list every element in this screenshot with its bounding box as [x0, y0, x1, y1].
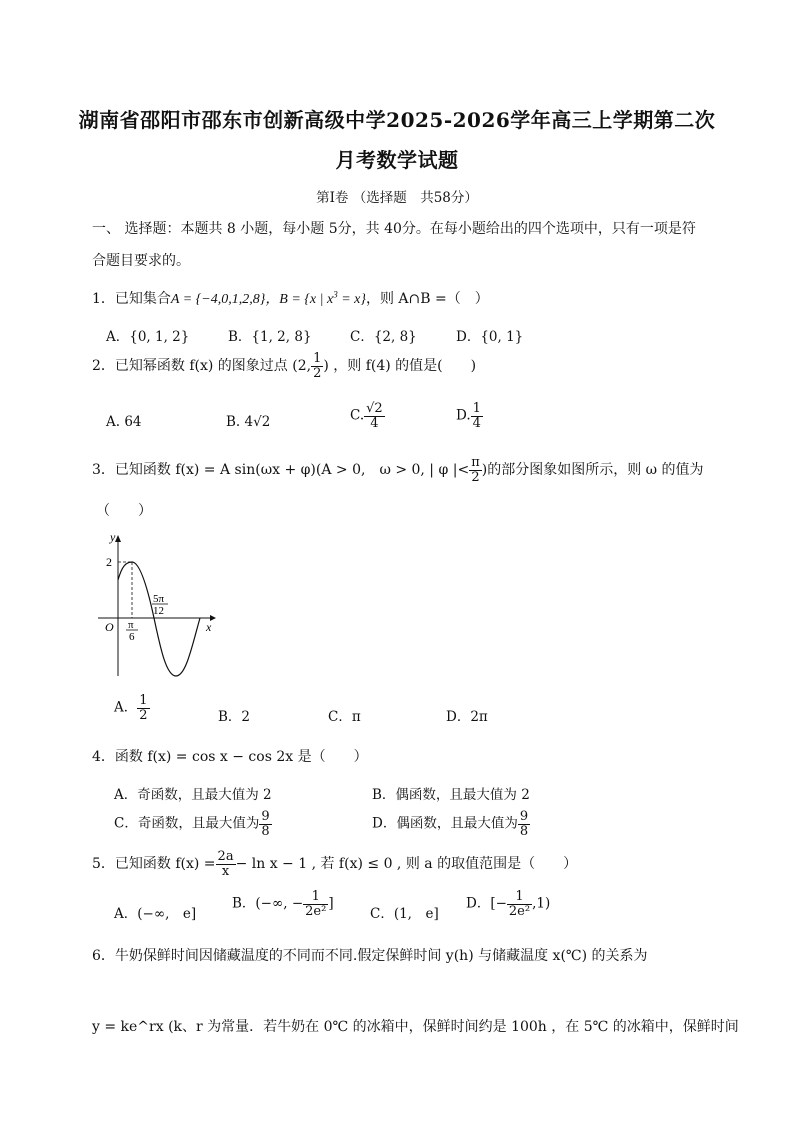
origin-label: O [105, 620, 114, 634]
section-heading: 第Ⅰ卷 （选择题 共58分） [316, 190, 478, 206]
q5-option-d-end: ,1) [532, 895, 551, 912]
q2-text2: ) ，则 f(4) 的值是( ) [323, 358, 477, 375]
q4-option-a: A．奇函数，且最大值为 2 [114, 787, 272, 803]
q3-option-a-label: A． [114, 699, 138, 716]
q2-frac-den: 2 [313, 365, 322, 381]
q3-option-a-den: 2 [139, 707, 148, 723]
q5-option-b-num: 1 [303, 890, 328, 905]
q5-option-d-den: 2e² [508, 903, 531, 919]
y-axis-arrow-icon [115, 535, 121, 542]
q2-option-c-den: 4 [370, 415, 379, 431]
instructions-line2: 合题目要求的。 [92, 253, 190, 269]
q1-ask: ，则 A∩B =（ ） [365, 291, 489, 307]
q4-option-c-num: 9 [261, 809, 270, 824]
q1-set-b-start: ，B = {x | x [265, 292, 334, 307]
q4-option-c-text: C．奇函数，且最大值为 [114, 815, 260, 832]
question-3 [92, 456, 704, 484]
question-2 [92, 352, 476, 380]
q5-frac-num: 2a [217, 849, 234, 864]
q5-option-d [466, 890, 550, 918]
q1-set-a: A = {−4,0,1,2,8} [170, 292, 266, 307]
q5-option-b [232, 890, 334, 918]
q5-option-b-end: ] [328, 895, 334, 912]
y-axis-label: y [110, 530, 116, 544]
sine-graph [92, 530, 232, 680]
q3-option-a-num: 1 [139, 693, 148, 708]
q1-set-b-end: = x} [337, 292, 366, 307]
instructions-line1: 一、 选择题：本题共 8 小题，每小题 5分，共 40分。在每小题给出的四个选项中，只有一项是符 [92, 221, 696, 237]
q1-option-d: D．{0, 1} [456, 329, 524, 345]
q5-text2: − ln x − 1 , 若 f(x) ≤ 0 , 则 a 的取值范围是（ ） [235, 856, 578, 873]
q3-option-a [114, 694, 150, 722]
q5-option-d-num: 1 [507, 890, 532, 905]
q1-option-a: A．{0, 1, 2} [106, 329, 190, 345]
x-axis-label: x [206, 620, 212, 634]
q2-option-a: A. 64 [106, 414, 142, 430]
q4-option-b: B．偶函数，且最大值为 2 [372, 787, 530, 803]
q4-option-d-text: D．偶函数，且最大值为 [372, 815, 518, 832]
q1-prefix: 1．已知集合 [92, 291, 171, 307]
y-tick-2: 2 [106, 555, 112, 569]
q3-answer-paren: （ ） [96, 503, 152, 519]
q2-option-c-label: C. [350, 407, 365, 424]
q4-option-d-num: 9 [519, 809, 529, 824]
q3-option-b: B．2 [218, 709, 251, 725]
q5-option-d-start: D．[− [466, 895, 507, 912]
q1-option-b: B．{1, 2, 8} [228, 329, 312, 345]
q2-option-c [350, 402, 385, 430]
q3-option-d: D．2π [446, 709, 488, 725]
q1-option-c: C．{2, 8} [350, 329, 417, 345]
q2-option-d-den: 4 [472, 415, 481, 431]
q2-option-b: B. 4√2 [226, 414, 271, 430]
q3-text2: )的部分图象如图所示，则 ω 的值为 [481, 462, 704, 479]
q4-option-c [114, 810, 272, 838]
question-6-line2: y = ke^rx (k、r 为常量．若牛奶在 0℃ 的冰箱中，保鲜时间约是 100h ，在 5℃ 的冰箱中，保鲜时间 [92, 1019, 739, 1035]
tick-5pi-12-den: 12 [153, 605, 164, 617]
q5-option-a: A．(−∞, e] [114, 906, 197, 922]
q5-frac-den: x [221, 863, 230, 879]
exam-title-line1: 湖南省邵阳市邵东市创新高级中学2025-2026学年高三上学期第二次 [78, 108, 716, 132]
q5-text1: 5．已知函数 f(x) = [92, 856, 216, 873]
question-6-line1: 6．牛奶保鲜时间因储藏温度的不同而不同.假定保鲜时间 y(h) 与储藏温度 x(℃) 的关系为 [92, 948, 648, 964]
q2-option-d-num: 1 [472, 401, 481, 416]
question-4: 4．函数 f(x) = cos x − cos 2x 是（ ） [92, 749, 368, 765]
q2-option-d-label: D. [456, 407, 471, 424]
q5-option-c: C．(1, e] [370, 906, 439, 922]
q5-option-b-den: 2e² [305, 903, 327, 919]
tick-pi-6-num: π [128, 619, 134, 631]
tick-5pi-12-num: 5π [153, 593, 165, 605]
q3-frac-den: 2 [471, 469, 480, 485]
q2-option-c-num: √2 [366, 401, 383, 416]
q3-frac-num: π [471, 455, 480, 470]
q2-frac-num: 1 [313, 351, 322, 366]
q3-option-c: C．π [328, 709, 361, 725]
q5-option-b-start: B．(−∞, − [232, 895, 304, 912]
q4-option-c-den: 8 [261, 823, 270, 839]
question-1: 1．已知集合A = {−4,0,1,2,8}，B = {x | $x^3 = x$}，则 A∩B =（ ） [92, 289, 489, 307]
exam-title-line2: 月考数学试题 [335, 148, 459, 172]
q3-text1: 3．已知函数 f(x) = A sin(ωx + φ)(A > 0, ω > 0, | φ |< [92, 462, 470, 479]
tick-pi-6-den: 6 [129, 631, 135, 643]
q4-option-d [372, 810, 530, 838]
q2-option-d [456, 402, 483, 430]
question-5 [92, 850, 577, 878]
q2-text1: 2．已知幂函数 f(x) 的图象过点 (2, [92, 358, 312, 375]
q4-option-d-den: 8 [519, 823, 529, 839]
